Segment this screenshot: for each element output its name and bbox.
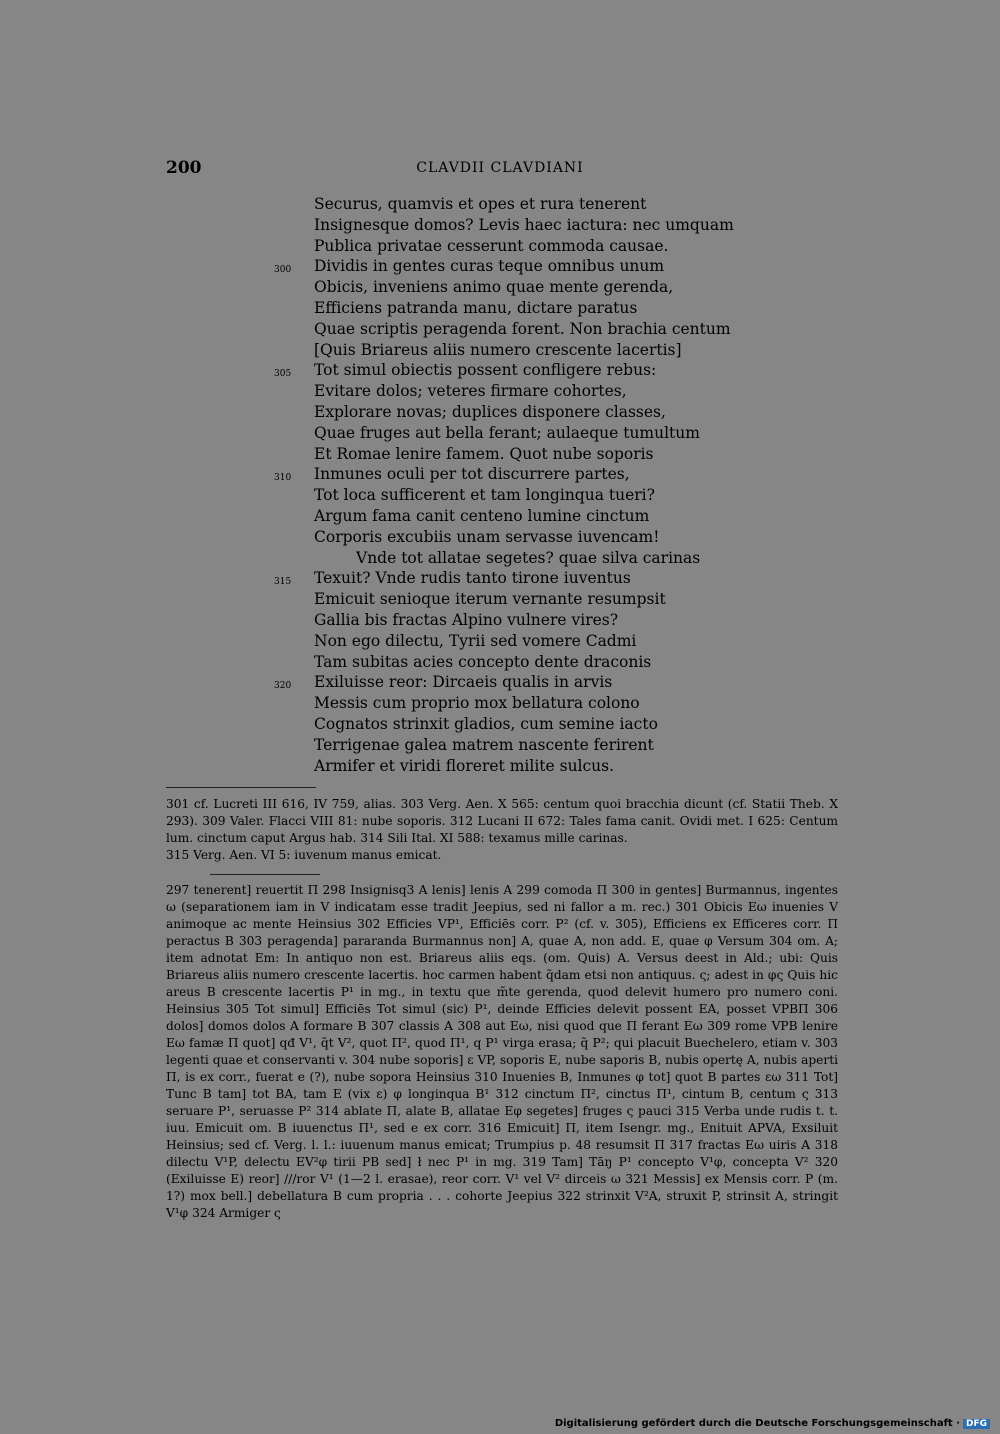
verse-text: Terrigenae galea matrem nascente ferirent (314, 735, 654, 754)
critical-apparatus: 297 tenerent] reuertit Π 298 Insignisq3 A lenis] lenis A 299 comoda Π 300 in gentes] Burmannus, ingentes ω (separationem iam in V indicatam esse tradit Jeepius, sed ni fallor a m. rec.) 301 Obicis Eω inuenies V animoque ac mente Heinsius 302 Efficies VP¹, Efficiēs corr. P² (cf. v. 305), Efficiens ex Efficeres corr. Π peractus B 303 peragenda] pararanda Burmannus non] A, quae A, non add. E, quae φ Versum 304 om. A; item adnotat Em: In antiquo non est. Briareus aliis eqs. (om. Quis) A. Versus deest in Ald.; ubi: Quis Briareus aliis numero crescente lacertis. hoc carmen habent q̃dam etsi non antiquus. ς; adest in φς Quis hic areus B crescente lacertis P¹ in mg., in textu que m̃te gerenda, quod delevit humero pro numero coni. Heinsius 305 Tot simul] Efficiēs Tot simul (sic) P¹, deinde Efficies delevit possent EA, posset VPBΠ 306 dolos] domos dolos A formare B 307 classis A 308 aut Eω, nisi quod que Π ferant Eω 309 rome VPB lenire Eω famæ Π quot] qđ V¹, q̃t V², quot Π², quod Π¹, q P¹ virga erasa; q̃ P²; qui placuit Buechelero, etiam v. 303 legenti quae et conservanti v. 304 nube soporis] ε VP, soporis E, nube saporis B, nubis opertę A, nubis aperti Π, is ex corr., fuerat e (?), nube sopora Heinsius 310 Inuenies B, Inmunes φ tot] quot B partes εω 311 Tot] Tunc B tam] tot BA, tam E (vix ε) φ longinqua B¹ 312 cinctum Π², cinctus Π¹, cintum B, centum ς 313 seruare P¹, seruasse P² 314 ablate Π, alate B, allatae Eφ segetes] fruges ς pauci 315 Verba unde rudis t. t. iuu. Emicuit om. B iuuenctus Π¹, sed e ex corr. 316 Emicuit] Π, item Isengr. mg., Enituit APVA, Exsiluit Heinsius; sed cf. Verg. l. l.: iuuenum manus emicat; Trumpius p. 48 resumsit Π 317 fractas Eω uiris A 318 dilectu V¹P, delectu EV²φ tirii PB sed] ł nec P¹ in mg. 319 Tam] Tāŋ P¹ concepto V¹φ, concepta V² 320 (Exiluisse E) reor] ///ror V¹ (1—2 l. erasae), reor corr. V¹ vel V² dirceis ω 321 Messis] ex Mensis corr. P (m. 1?) mox bell.] debellatura B cum propria . . . cohorte Jeepius 322 strinxit V²A, struxit P, strinsit A, stringit V¹φ 324 Armiger ς (166, 883, 838, 1220)
verse-line (314, 548, 734, 569)
verse-text: Tot simul obiectis possent confligere rebus: (314, 361, 657, 380)
verse-text: Cognatos strinxit gladios, cum semine iacto (314, 714, 658, 733)
verse-line (314, 277, 734, 298)
verse-text: Exiluisse reor: Dircaeis qualis in arvis (314, 673, 613, 692)
verse-text: Explorare novas; duplices disponere classes, (314, 402, 666, 421)
sources-line: 301 cf. Lucreti III 616, IV 759, alias. 303 Verg. Aen. X 565: centum quoi bracchia dicunt (cf. Statii Theb. X 293). 309 Valer. Flacci VIII 81: nube soporis. 312 Lucani II 672: Tales fama canit. Ovidi met. I 625: Centum lum. cinctum caput Argus hab. 314 Sili Ital. XI 588: texamus mille carinas. (166, 797, 838, 845)
verse-text: Evitare dolos; veteres firmare cohortes, (314, 382, 627, 401)
verse-text: Et Romae lenire famem. Quot nube soporis (314, 444, 654, 463)
verse-text: [Quis Briareus aliis numero crescente lacertis] (314, 340, 682, 359)
sources-apparatus (166, 796, 838, 864)
verse-line (314, 652, 734, 673)
sources-line: 315 Verg. Aen. VI 5: iuvenum manus emicat. (166, 848, 442, 862)
footer-text: Digitalisierung gefördert durch die Deutsche Forschungsgemeinschaft · (554, 1418, 960, 1429)
verse-line (274, 256, 734, 277)
line-number: 305 (274, 369, 292, 380)
verse-line (314, 423, 734, 444)
footer (555, 1418, 990, 1429)
verse-text: Texuit? Vnde rudis tanto tirone iuventus (314, 569, 631, 588)
verse-line (314, 631, 734, 652)
verse-text: Emicuit senioque iterum vernante resumpsit (314, 590, 666, 609)
verse-text: Tam subitas acies concepto dente draconis (314, 652, 652, 671)
verse-text: Quae scriptis peragenda forent. Non brachia centum (314, 319, 731, 338)
verse-text: Dividis in gentes curas teque omnibus unum (314, 257, 665, 276)
verse-line (314, 236, 734, 257)
verse-line (314, 506, 734, 527)
verse-text: Tot loca sufficerent et tam longinqua tueri? (314, 486, 655, 505)
separator-rule (166, 787, 316, 788)
verse-line (314, 319, 734, 340)
verse-line (274, 672, 734, 693)
verse-text: Gallia bis fractas Alpino vulnere vires? (314, 610, 619, 629)
verse-line (314, 589, 734, 610)
line-number: 300 (274, 265, 292, 276)
verse-line (314, 714, 734, 735)
verse-line (314, 194, 734, 215)
verse-line (314, 340, 734, 361)
verse-line (314, 735, 734, 756)
verse-text: Messis cum proprio mox bellatura colono (314, 694, 640, 713)
verse-line (314, 527, 734, 548)
verse-text: Vnde tot allatae segetes? quae silva carinas (356, 548, 701, 567)
verse-block (274, 194, 734, 776)
line-number: 315 (274, 577, 292, 588)
verse-line (314, 215, 734, 236)
dfg-logo: DFG (963, 1419, 990, 1429)
verse-text: Securus, quamvis et opes et rura tenerent (314, 195, 647, 213)
verse-text: Non ego dilectu, Tyrii sed vomere Cadmi (314, 631, 637, 650)
running-head: CLAVDII CLAVDIANI (416, 160, 584, 176)
verse-text: Publica privatae cesserunt commoda causae. (314, 236, 669, 255)
verse-line (314, 610, 734, 631)
verse-line (314, 381, 734, 402)
verse-text: Corporis excubiis unam servasse iuvencam! (314, 527, 660, 546)
verse-text: Insignesque domos? Levis haec iactura: nec umquam (314, 215, 734, 234)
verse-line (314, 756, 734, 777)
verse-text: Armifer et viridi floreret milite sulcus. (314, 756, 615, 775)
verse-text: Inmunes oculi per tot discurrere partes, (314, 465, 630, 484)
verse-line (314, 485, 734, 506)
verse-text: Obicis, inveniens animo quae mente gerenda, (314, 278, 674, 297)
verse-line (274, 464, 734, 485)
line-number: 310 (274, 473, 292, 484)
separator-rule (210, 874, 320, 875)
verse-line (314, 402, 734, 423)
verse-line (314, 298, 734, 319)
line-number: 320 (274, 681, 292, 692)
verse-line (314, 693, 734, 714)
verse-text: Quae fruges aut bella ferant; aulaeque tumultum (314, 423, 700, 442)
verse-line (274, 568, 734, 589)
verse-line (274, 360, 734, 381)
verse-text: Efficiens patranda manu, dictare paratus (314, 298, 638, 317)
verse-text: Argum fama canit centeno lumine cinctum (314, 506, 650, 525)
page-number: 200 (166, 158, 202, 178)
verse-line (314, 444, 734, 465)
